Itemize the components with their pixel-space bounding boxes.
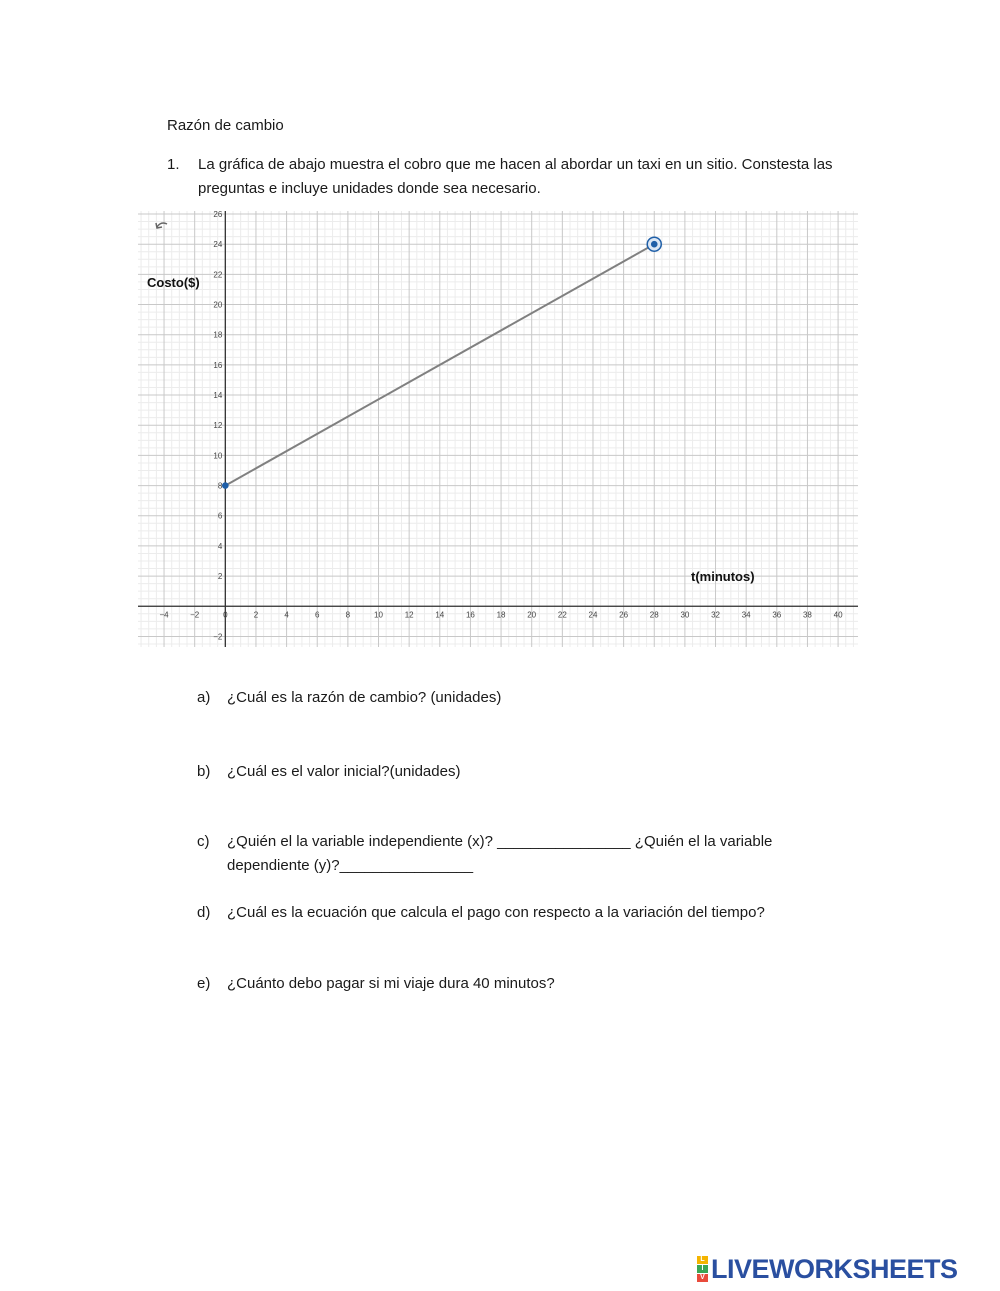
y-tick-label: 14 <box>213 391 223 401</box>
subquestion-d <box>197 901 847 925</box>
logo-text: LIVEWORKSHEETS <box>711 1253 958 1284</box>
logo-cube: L <box>697 1256 708 1264</box>
x-tick-label: 0 <box>223 610 228 620</box>
y-tick-label: 4 <box>217 541 223 551</box>
x-tick-label: 40 <box>833 610 843 620</box>
y-tick-label: 22 <box>213 270 223 280</box>
y-axis-label: Costo($) <box>147 275 200 290</box>
subquestion-a <box>197 686 847 710</box>
subquestion-e <box>197 972 847 996</box>
subquestion-c <box>197 830 847 878</box>
data-point <box>222 482 229 489</box>
y-tick-label: 20 <box>213 300 223 310</box>
data-point <box>651 241 658 248</box>
y-tick-label: 2 <box>217 572 223 582</box>
x-tick-label: −4 <box>159 610 169 620</box>
subquestion-letter: a) <box>197 689 211 706</box>
x-tick-label: 10 <box>374 610 383 620</box>
x-tick-label: 20 <box>527 610 537 620</box>
y-tick-label: −2 <box>213 632 223 642</box>
document-title: Razón de cambio <box>167 117 284 134</box>
x-tick-label: 36 <box>772 610 782 620</box>
subquestion-text: ¿Cuál es el valor inicial?(unidades) <box>227 763 461 780</box>
x-tick-label: 22 <box>557 610 567 620</box>
x-tick-label: 34 <box>741 610 751 620</box>
logo-cube: V <box>697 1274 708 1282</box>
x-tick-label: −2 <box>190 610 200 620</box>
x-tick-label: 24 <box>588 610 598 620</box>
x-tick-label: 32 <box>711 610 720 620</box>
subquestion-letter: b) <box>197 763 211 780</box>
subquestion-letter: e) <box>197 975 211 992</box>
x-tick-label: 16 <box>465 610 475 620</box>
y-tick-label: 24 <box>213 240 223 250</box>
x-tick-label: 2 <box>253 610 259 620</box>
x-tick-label: 12 <box>404 610 414 620</box>
x-tick-label: 6 <box>315 610 320 620</box>
cost-vs-time-graph <box>138 211 858 647</box>
y-tick-label: 6 <box>217 511 223 521</box>
question-1 <box>167 153 867 201</box>
logo-cube: I <box>697 1265 708 1273</box>
undo-icon[interactable] <box>156 223 167 228</box>
x-tick-label: 26 <box>619 610 629 620</box>
question-text: La gráfica de abajo muestra el cobro que me hacen al abordar un taxi en un sitio. Constesta las preguntas e incluye unidades donde sea necesario. <box>198 156 833 197</box>
subquestion-text: ¿Cuánto debo pagar si mi viaje dura 40 minutos? <box>227 975 555 992</box>
subquestion-letter: d) <box>197 904 211 921</box>
liveworksheets-logo <box>697 1252 958 1286</box>
x-tick-label: 18 <box>496 610 506 620</box>
x-tick-label: 4 <box>284 610 289 620</box>
series-marks <box>222 237 661 489</box>
subquestion-text: ¿Quién el la variable independiente (x)? ________________ ¿Quién el la variable dependiente (y)?________________ <box>227 833 773 874</box>
y-tick-label: 10 <box>213 451 223 461</box>
y-tick-label: 26 <box>213 211 223 220</box>
x-tick-label: 38 <box>802 610 812 620</box>
y-tick-label: 8 <box>217 481 223 491</box>
x-tick-label: 30 <box>680 610 690 620</box>
subquestion-letter: c) <box>197 833 210 850</box>
y-tick-label: 12 <box>213 421 223 431</box>
subquestion-text: ¿Cuál es la razón de cambio? (unidades) <box>227 689 502 706</box>
x-tick-label: 28 <box>649 610 659 620</box>
question-number: 1. <box>167 156 180 173</box>
y-tick-labels <box>213 211 223 641</box>
y-tick-label: 18 <box>213 330 223 340</box>
y-tick-label: 16 <box>213 360 223 370</box>
subquestion-text: ¿Cuál es la ecuación que calcula el pago con respecto a la variación del tiempo? <box>227 904 765 921</box>
subquestion-b <box>197 760 847 784</box>
x-tick-label: 8 <box>345 610 351 620</box>
logo-cubes <box>697 1256 708 1282</box>
x-tick-label: 14 <box>435 610 445 620</box>
x-tick-labels <box>159 610 843 619</box>
x-axis-label: t(minutos) <box>691 569 755 584</box>
